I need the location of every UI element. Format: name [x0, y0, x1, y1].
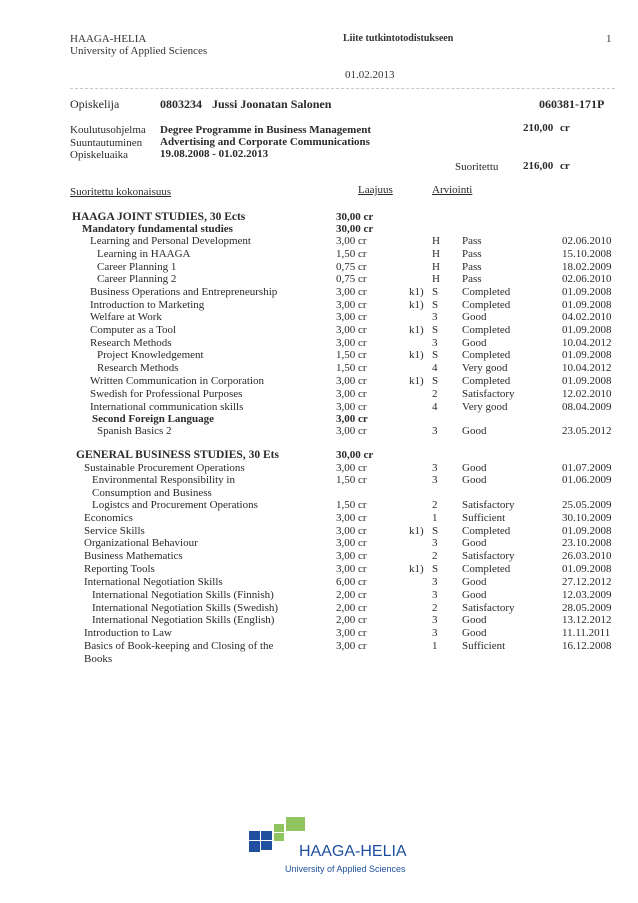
student-name: Jussi Joonatan Salonen	[212, 97, 332, 111]
course-date: 23.10.2008	[562, 537, 612, 549]
course-name: Economics	[84, 512, 133, 524]
course-credits: 2,00 cr	[336, 589, 367, 601]
course-grade: H	[432, 235, 440, 247]
course-credits: 3,00 cr	[336, 375, 367, 387]
document-date: 01.02.2013	[345, 69, 395, 81]
table-row	[0, 311, 638, 324]
course-name: Organizational Behaviour	[84, 537, 198, 549]
course-name: Mandatory fundamental studies	[82, 223, 233, 235]
completed-credits-unit: cr	[560, 160, 570, 172]
course-name: HAAGA JOINT STUDIES, 30 Ects	[72, 211, 246, 223]
completed-label: Suoritettu	[455, 161, 499, 173]
course-credits: 3,00 cr	[336, 401, 367, 413]
course-grade: 3	[432, 614, 438, 626]
course-grade-text: Good	[462, 474, 487, 486]
course-grade-text: Completed	[462, 563, 511, 575]
course-grade-text: Good	[462, 337, 487, 349]
course-grade-text: Completed	[462, 525, 511, 537]
table-row	[0, 563, 638, 576]
document-title: Liite tutkintotodistukseen	[343, 33, 454, 44]
course-grade: H	[432, 261, 440, 273]
course-grade: 2	[432, 550, 438, 562]
course-grade-text: Very good	[462, 362, 508, 374]
course-date: 28.05.2009	[562, 602, 612, 614]
course-date: 01.09.2008	[562, 299, 612, 311]
course-grade: 3	[432, 311, 438, 323]
course-name: Written Communication in Corporation	[90, 375, 265, 387]
course-grade-text: Completed	[462, 286, 511, 298]
table-row	[0, 512, 638, 525]
table-row	[0, 273, 638, 286]
course-credits: 3,00 cr	[336, 550, 367, 562]
table-row	[0, 614, 638, 627]
course-grade-text: Pass	[462, 235, 482, 247]
study-period-label: Opiskeluaika	[70, 149, 129, 161]
course-date: 02.06.2010	[562, 235, 612, 247]
course-grade-text: Satisfactory	[462, 550, 515, 562]
course-name: Career Planning 1	[97, 261, 177, 273]
course-name: Business Mathematics	[84, 550, 183, 562]
course-grade-text: Pass	[462, 273, 482, 285]
table-row	[0, 349, 638, 362]
course-date: 12.03.2009	[562, 589, 612, 601]
course-grade: 3	[432, 462, 438, 474]
course-date: 13.12.2012	[562, 614, 612, 626]
course-credits: 30,00 cr	[336, 449, 374, 461]
table-row	[0, 324, 638, 337]
course-name: Welfare at Work	[90, 311, 162, 323]
course-name: Sustainable Procurement Operations	[84, 462, 245, 474]
course-date: 02.06.2010	[562, 273, 612, 285]
course-grade-text: Pass	[462, 248, 482, 260]
column-header-scope: Laajuus	[358, 184, 393, 196]
course-credits: 3,00 cr	[336, 525, 367, 537]
course-name: International Negotiation Skills (English)	[92, 614, 275, 626]
course-name: Research Methods	[90, 337, 172, 349]
course-date: 30.10.2009	[562, 512, 612, 524]
course-grade-text: Good	[462, 627, 487, 639]
specialisation-value: Advertising and Corporate Communications	[160, 136, 370, 148]
course-grade-text: Good	[462, 614, 487, 626]
course-grade: 3	[432, 589, 438, 601]
course-credits: 2,00 cr	[336, 614, 367, 626]
course-date: 01.09.2008	[562, 525, 612, 537]
course-date: 01.09.2008	[562, 349, 612, 361]
course-grade: S	[432, 286, 439, 298]
course-credits: 30,00 cr	[336, 211, 374, 223]
course-date: 18.02.2009	[562, 261, 612, 273]
course-name: Introduction to Law	[84, 627, 172, 639]
completed-credits: 216,00	[523, 160, 554, 172]
programme-value: Degree Programme in Business Management	[160, 124, 372, 136]
course-grade: S	[432, 299, 439, 311]
course-date: 10.04.2012	[562, 362, 612, 374]
course-grade-text: Satisfactory	[462, 499, 515, 511]
course-note: k1)	[409, 286, 424, 298]
course-name: International Negotiation Skills (Swedish)	[92, 602, 279, 614]
course-grade-text: Sufficient	[462, 640, 506, 652]
course-date: 01.06.2009	[562, 474, 612, 486]
course-date: 08.04.2009	[562, 401, 612, 413]
course-date: 11.11.2011	[562, 627, 611, 639]
course-name: Career Planning 2	[97, 273, 177, 285]
course-grade: 3	[432, 337, 438, 349]
course-date: 25.05.2009	[562, 499, 612, 511]
course-note: k1)	[409, 299, 424, 311]
course-name: Books	[84, 653, 113, 665]
table-row	[0, 550, 638, 563]
table-row	[0, 499, 638, 512]
course-grade-text: Completed	[462, 375, 511, 387]
course-name: International Negotiation Skills (Finnish)	[92, 589, 274, 601]
table-row	[0, 589, 638, 602]
course-name: Reporting Tools	[84, 563, 155, 575]
course-name: Research Methods	[97, 362, 179, 374]
course-grade-text: Completed	[462, 299, 511, 311]
course-credits: 1,50 cr	[336, 349, 367, 361]
course-credits: 3,00 cr	[336, 388, 367, 400]
course-credits: 3,00 cr	[336, 512, 367, 524]
course-grade: 3	[432, 576, 438, 588]
course-grade: 1	[432, 640, 438, 652]
course-name: Spanish Basics 2	[97, 425, 172, 437]
course-date: 01.09.2008	[562, 324, 612, 336]
course-grade: H	[432, 273, 440, 285]
course-note: k1)	[409, 525, 424, 537]
course-credits: 6,00 cr	[336, 576, 367, 588]
course-grade-text: Good	[462, 589, 487, 601]
student-label: Opiskelija	[70, 97, 120, 111]
course-grade-text: Good	[462, 425, 487, 437]
school-subtitle: University of Applied Sciences	[70, 45, 208, 57]
course-name: Service Skills	[84, 525, 145, 537]
table-row	[0, 286, 638, 299]
programme-credits: 210,00	[523, 122, 554, 134]
course-grade-text: Completed	[462, 349, 511, 361]
study-period-value: 19.08.2008 - 01.02.2013	[160, 148, 269, 160]
course-grade: 3	[432, 425, 438, 437]
table-row	[0, 362, 638, 375]
course-name: Swedish for Professional Purposes	[90, 388, 243, 400]
course-credits: 1,50 cr	[336, 248, 367, 260]
table-row	[0, 653, 638, 666]
school-name: HAAGA-HELIA	[70, 33, 147, 45]
course-credits: 3,00 cr	[336, 337, 367, 349]
table-row	[0, 537, 638, 550]
course-note: k1)	[409, 349, 424, 361]
logo-subtitle: University of Applied Sciences	[285, 864, 406, 874]
course-grade: 4	[432, 401, 438, 413]
course-grade-text: Satisfactory	[462, 602, 515, 614]
course-credits: 3,00 cr	[336, 425, 367, 437]
course-grade: S	[432, 324, 439, 336]
course-date: 10.04.2012	[562, 337, 612, 349]
header-divider	[70, 88, 615, 89]
course-grade: 3	[432, 537, 438, 549]
course-credits: 1,50 cr	[336, 474, 367, 486]
course-name: Business Operations and Entrepreneurship	[90, 286, 278, 298]
course-credits: 3,00 cr	[336, 413, 368, 425]
course-credits: 3,00 cr	[336, 299, 367, 311]
table-row	[0, 449, 638, 462]
course-credits: 0,75 cr	[336, 261, 367, 273]
course-grade-text: Good	[462, 537, 487, 549]
table-row	[0, 248, 638, 261]
course-credits: 3,00 cr	[336, 563, 367, 575]
course-credits: 3,00 cr	[336, 537, 367, 549]
course-grade: S	[432, 525, 439, 537]
logo-name: HAAGA-HELIA	[299, 843, 407, 860]
page-number: 1	[606, 33, 612, 45]
course-credits: 3,00 cr	[336, 311, 367, 323]
specialisation-label: Suuntautuminen	[70, 137, 143, 149]
course-credits: 3,00 cr	[336, 286, 367, 298]
table-row	[0, 375, 638, 388]
course-name: Second Foreign Language	[92, 413, 215, 425]
course-credits: 30,00 cr	[336, 223, 374, 235]
table-row	[0, 388, 638, 401]
course-credits: 3,00 cr	[336, 627, 367, 639]
course-credits: 3,00 cr	[336, 324, 367, 336]
course-grade-text: Good	[462, 462, 487, 474]
course-name: International communication skills	[90, 401, 244, 413]
course-name: Environmental Responsibility in	[92, 474, 235, 486]
table-row	[0, 640, 638, 653]
course-grade: 1	[432, 512, 438, 524]
course-grade-text: Sufficient	[462, 512, 506, 524]
course-name: Logistcs and Procurement Operations	[92, 499, 258, 511]
programme-credits-unit: cr	[560, 122, 570, 134]
course-name: Basics of Book-keeping and Closing of the	[84, 640, 274, 652]
table-row	[0, 235, 638, 248]
course-grade: 2	[432, 388, 438, 400]
course-credits: 0,75 cr	[336, 273, 367, 285]
course-credits: 3,00 cr	[336, 640, 367, 652]
course-grade-text: Very good	[462, 401, 508, 413]
programme-label: Koulutusohjelma	[70, 124, 146, 136]
course-grade: 4	[432, 362, 438, 374]
course-grade-text: Completed	[462, 324, 511, 336]
course-name: Learning and Personal Development	[90, 235, 251, 247]
course-credits: 3,00 cr	[336, 235, 367, 247]
course-credits: 1,50 cr	[336, 362, 367, 374]
course-grade: 3	[432, 474, 438, 486]
column-header-total: Suoritettu kokonaisuus	[70, 186, 172, 198]
column-header-grade: Arviointi	[432, 184, 473, 196]
course-grade: S	[432, 563, 439, 575]
course-grade-text: Good	[462, 576, 487, 588]
course-note: k1)	[409, 563, 424, 575]
course-date: 01.09.2008	[562, 375, 612, 387]
course-name: Introduction to Marketing	[90, 299, 205, 311]
course-note: k1)	[409, 324, 424, 336]
course-date: 16.12.2008	[562, 640, 612, 652]
course-date: 15.10.2008	[562, 248, 612, 260]
course-name: Consumption and Business	[92, 487, 212, 499]
course-date: 01.09.2008	[562, 286, 612, 298]
course-grade: 3	[432, 627, 438, 639]
table-row	[0, 627, 638, 640]
table-row	[0, 474, 638, 487]
course-date: 12.02.2010	[562, 388, 612, 400]
course-grade: S	[432, 375, 439, 387]
course-grade: H	[432, 248, 440, 260]
course-date: 04.02.2010	[562, 311, 612, 323]
course-date: 01.07.2009	[562, 462, 612, 474]
course-name: Learning in HAAGA	[97, 248, 191, 260]
student-number: 0803234	[160, 97, 202, 111]
course-note: k1)	[409, 375, 424, 387]
course-date: 23.05.2012	[562, 425, 612, 437]
course-name: Computer as a Tool	[90, 324, 177, 336]
course-name: International Negotiation Skills	[84, 576, 223, 588]
course-date: 26.03.2010	[562, 550, 612, 562]
student-id: 060381-171P	[539, 97, 605, 111]
course-date: 01.09.2008	[562, 563, 612, 575]
course-grade: 2	[432, 602, 438, 614]
course-credits: 2,00 cr	[336, 602, 367, 614]
course-date: 27.12.2012	[562, 576, 612, 588]
course-name: Project Knowledgement	[97, 349, 204, 361]
course-grade: 2	[432, 499, 438, 511]
course-credits: 3,00 cr	[336, 462, 367, 474]
course-grade-text: Good	[462, 311, 487, 323]
course-name: GENERAL BUSINESS STUDIES, 30 Ets	[76, 449, 279, 461]
course-grade-text: Satisfactory	[462, 388, 515, 400]
course-grade: S	[432, 349, 439, 361]
table-row	[0, 576, 638, 589]
course-credits: 1,50 cr	[336, 499, 367, 511]
course-grade-text: Pass	[462, 261, 482, 273]
table-row	[0, 425, 638, 438]
